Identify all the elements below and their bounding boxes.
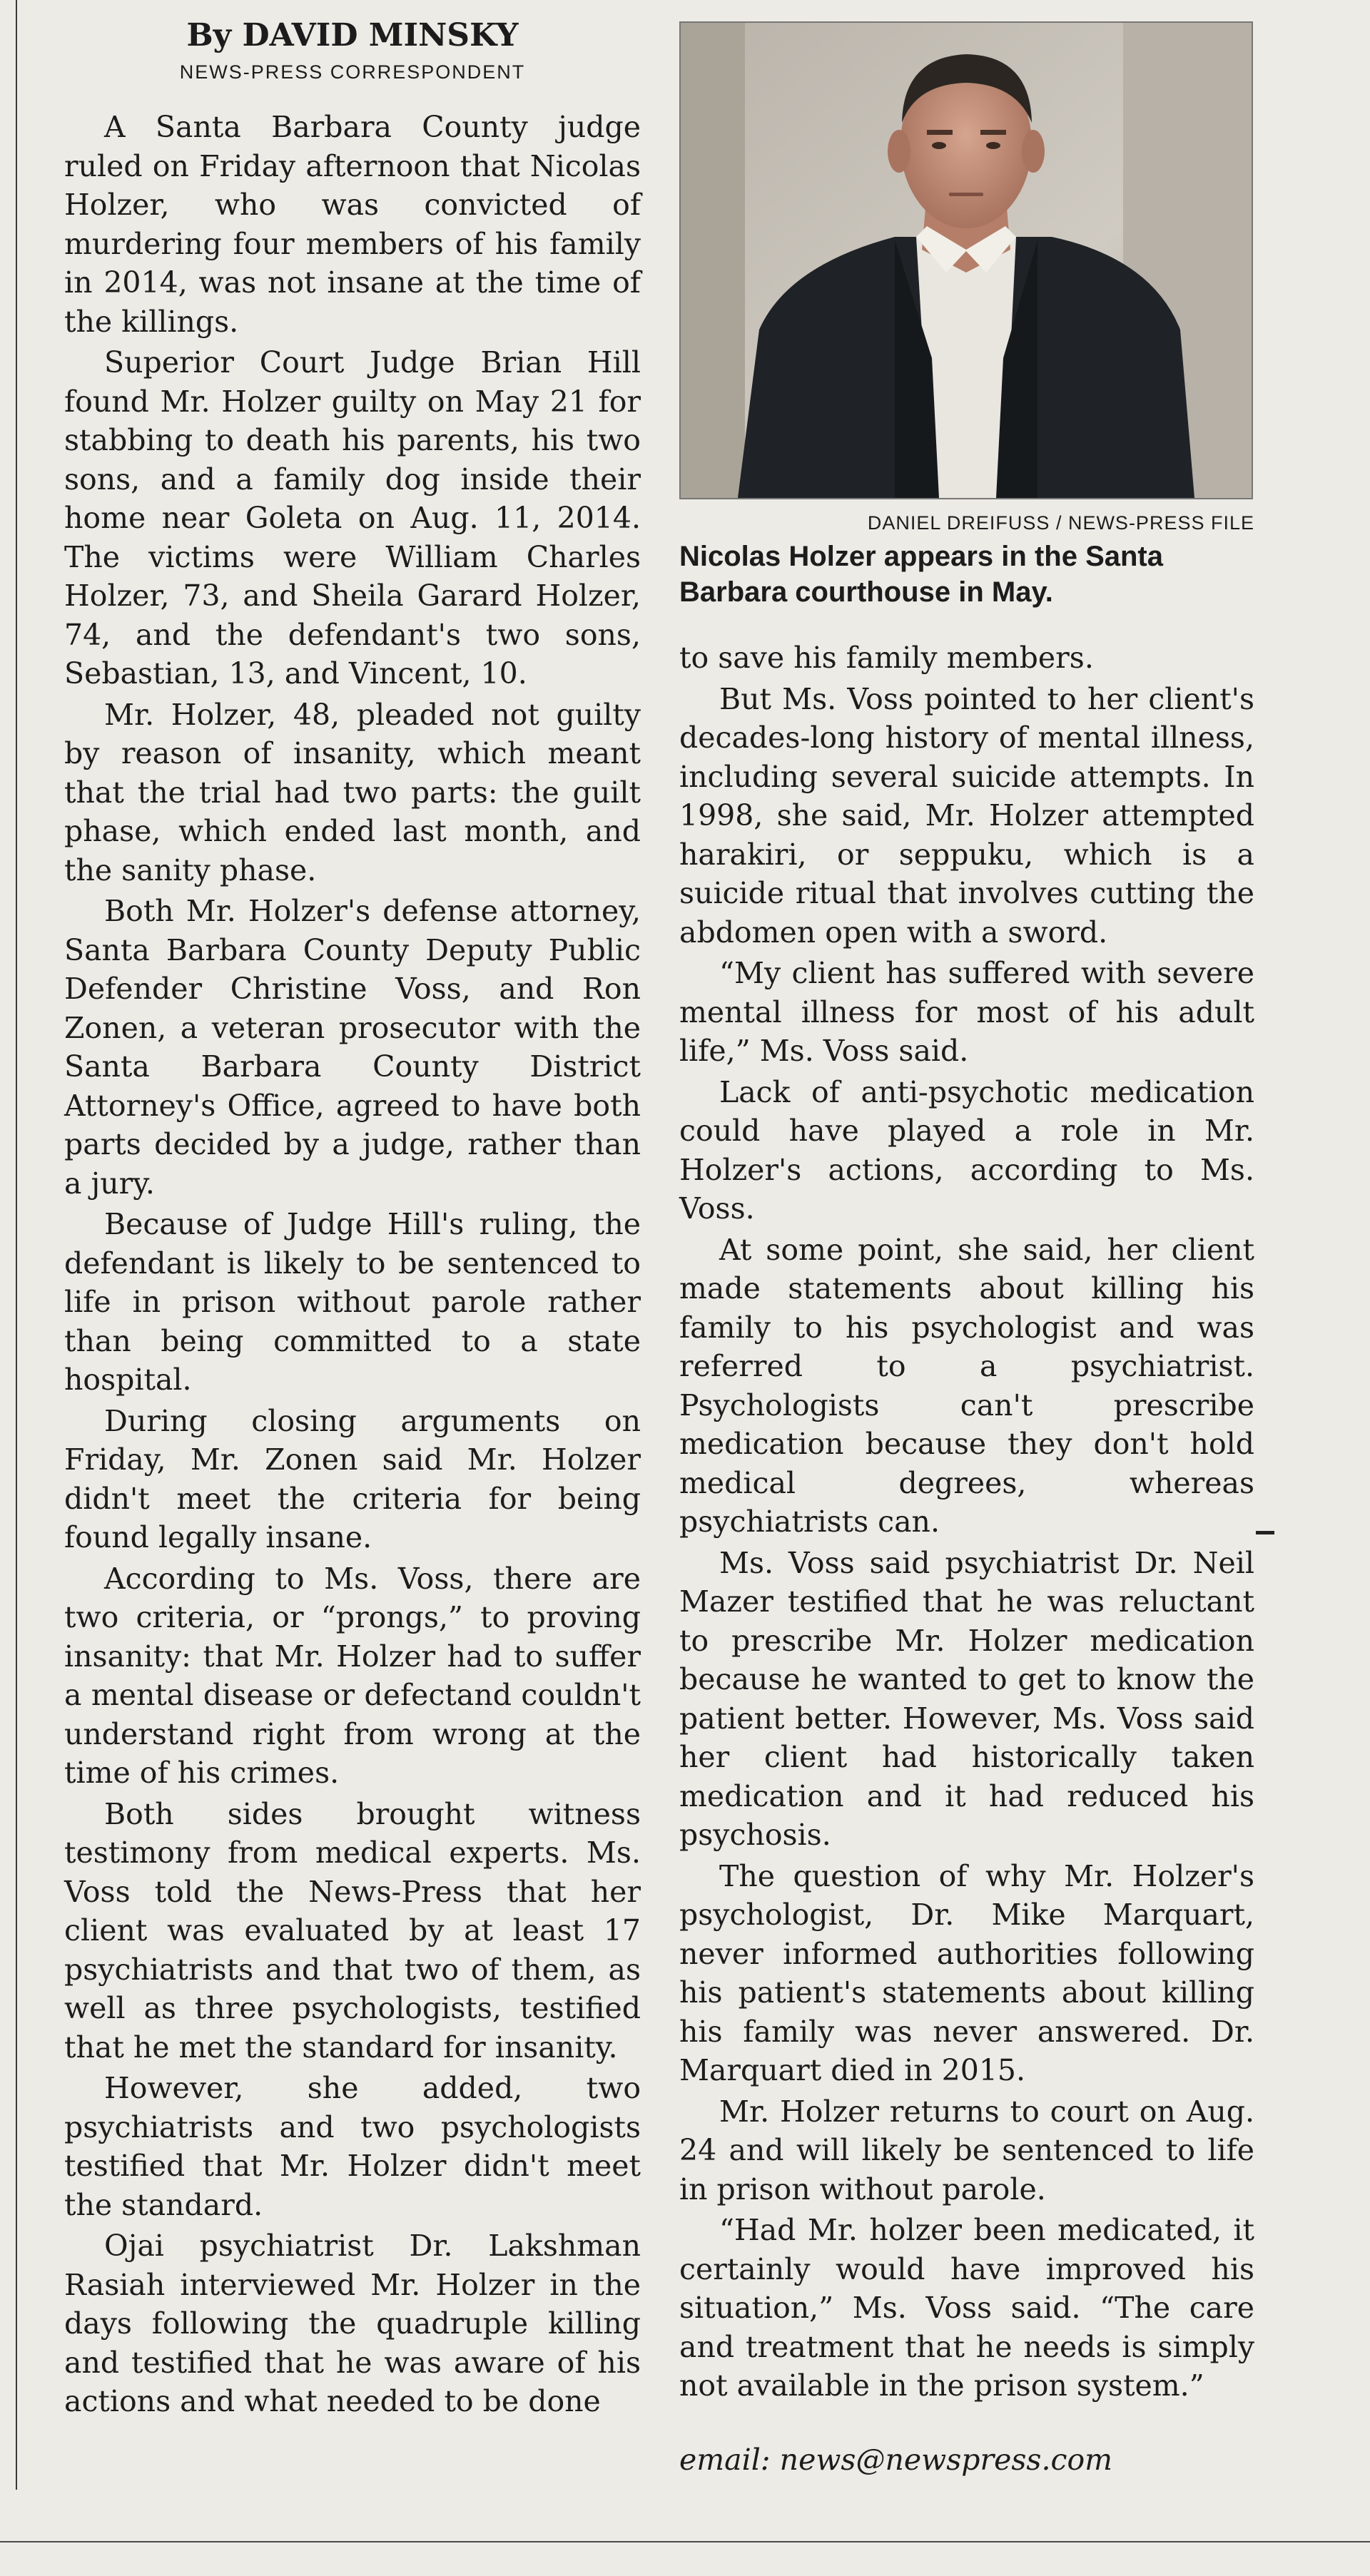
paragraph: Because of Judge Hill's ruling, the defendant is likely to be sentenced to life in prison without parole rather than being committed to a state hospital. bbox=[64, 1207, 641, 1397]
paragraph: Ms. Voss said psychiatrist Dr. Neil Mazer testified that he was reluctant to prescribe Mr. Holzer medication because he wanted to get to know the patient better. However, Ms. Voss said her client had historically taken medication and it had reduced his psychosis. bbox=[679, 1545, 1254, 1852]
paragraph: At some point, she said, her client made statements about killing his family to his psychologist and was referred to a psychiatrist. Psychologists can't prescribe medication because they don't hold medical degrees, whereas psychiatrists can. bbox=[679, 1232, 1254, 1539]
paragraph: Both sides brought witness testimony from medical experts. Ms. Voss told the News-Press that her client was evaluated by at least 17 psychiatrists and that two of them, as well as three psychologists, testified that he met the standard for insanity. bbox=[64, 1796, 641, 2065]
paragraph: But Ms. Voss pointed to her client's decades-long history of mental illness, including several suicide attempts. In 1998, she said, Mr. Holzer attempted harakiri, or seppuku, which is a suicide ritual that involves cutting the abdomen open with a sword. bbox=[679, 681, 1254, 950]
paragraph: “My client has suffered with severe mental illness for most of his adult life,” Ms. Voss said. bbox=[679, 956, 1254, 1068]
paragraph: Superior Court Judge Brian Hill found Mr. Holzer guilty on May 21 for stabbing to death his parents, his two sons, and a family dog inside their home near Goleta on Aug. 11, 2014. The victims were William Charles Holzer, 73, and Sheila Garard Holzer, 74, and the defendant's two sons, Sebastian, 13, and Vincent, 10. bbox=[64, 345, 641, 691]
paragraph: “Had Mr. holzer been medicated, it certainly would have improved his situation,” Ms. Voss said. “The care and treatment that he needs is simply not available in the prison system.” bbox=[679, 2213, 1254, 2403]
paragraph: Both Mr. Holzer's defense attorney, Santa Barbara County Deputy Public Defender Christine Voss, and Ron Zonen, a veteran prosecutor with the Santa Barbara County District Attorney's Office, agreed to have both parts decided by a judge, rather than a jury. bbox=[64, 894, 641, 1201]
paragraph: Ojai psychiatrist Dr. Lakshman Rasiah interviewed Mr. Holzer in the days following the quadruple killing and testified that he was aware of his actions and what needed to be done bbox=[64, 2229, 641, 2418]
paragraph: However, she added, two psychiatrists and two psychologists testified that Mr. Holzer didn't meet the standard. bbox=[64, 2071, 641, 2222]
photo-credit: DANIEL DREIFUSS / NEWS-PRESS FILE bbox=[867, 512, 1254, 534]
margin-mark bbox=[1256, 1531, 1274, 1534]
paragraph: Mr. Holzer returns to court on Aug. 24 and will likely be sentenced to life in prison without parole. bbox=[679, 2094, 1254, 2206]
paragraph: The question of why Mr. Holzer's psychologist, Dr. Mike Marquart, never informed authorities following his patient's statements about killing his family was never answered. Dr. Marquart died in 2015. bbox=[679, 1858, 1254, 2087]
article-column-left bbox=[64, 16, 641, 2423]
byline: By DAVID MINSKY bbox=[186, 17, 519, 54]
contact-email: email: news@newspress.com bbox=[679, 2442, 1113, 2477]
column-rule-left bbox=[16, 0, 17, 2490]
byline-role: NEWS-PRESS CORRESPONDENT bbox=[179, 61, 526, 83]
paragraph: to save his family members. bbox=[679, 641, 1094, 675]
paragraph: Lack of anti-psychotic medication could have played a role in Mr. Holzer's actions, according to Ms. Voss. bbox=[679, 1074, 1254, 1226]
news-photo bbox=[679, 21, 1253, 499]
man-in-suit-photo bbox=[681, 23, 1252, 498]
paragraph: During closing arguments on Friday, Mr. Zonen said Mr. Holzer didn't meet the criteria for being found legally insane. bbox=[64, 1403, 641, 1554]
paragraph: A Santa Barbara County judge ruled on Friday afternoon that Nicolas Holzer, who was convicted of murdering four members of his family in 2014, was not insane at the time of the killings. bbox=[64, 110, 641, 339]
paragraph: According to Ms. Voss, there are two criteria, or “prongs,” to proving insanity: that Mr. Holzer had to suffer a mental disease or defectand couldn't understand right from wrong at the time of his crimes. bbox=[64, 1561, 641, 1790]
photo-caption: Nicolas Holzer appears in the Santa Barbara courthouse in May. bbox=[679, 541, 1163, 608]
page-rule-bottom bbox=[0, 2541, 1370, 2542]
article-column-right bbox=[679, 21, 1254, 2477]
paragraph: Mr. Holzer, 48, pleaded not guilty by reason of insanity, which meant that the trial had two parts: the guilt phase, which ended last month, and the sanity phase. bbox=[64, 697, 641, 887]
